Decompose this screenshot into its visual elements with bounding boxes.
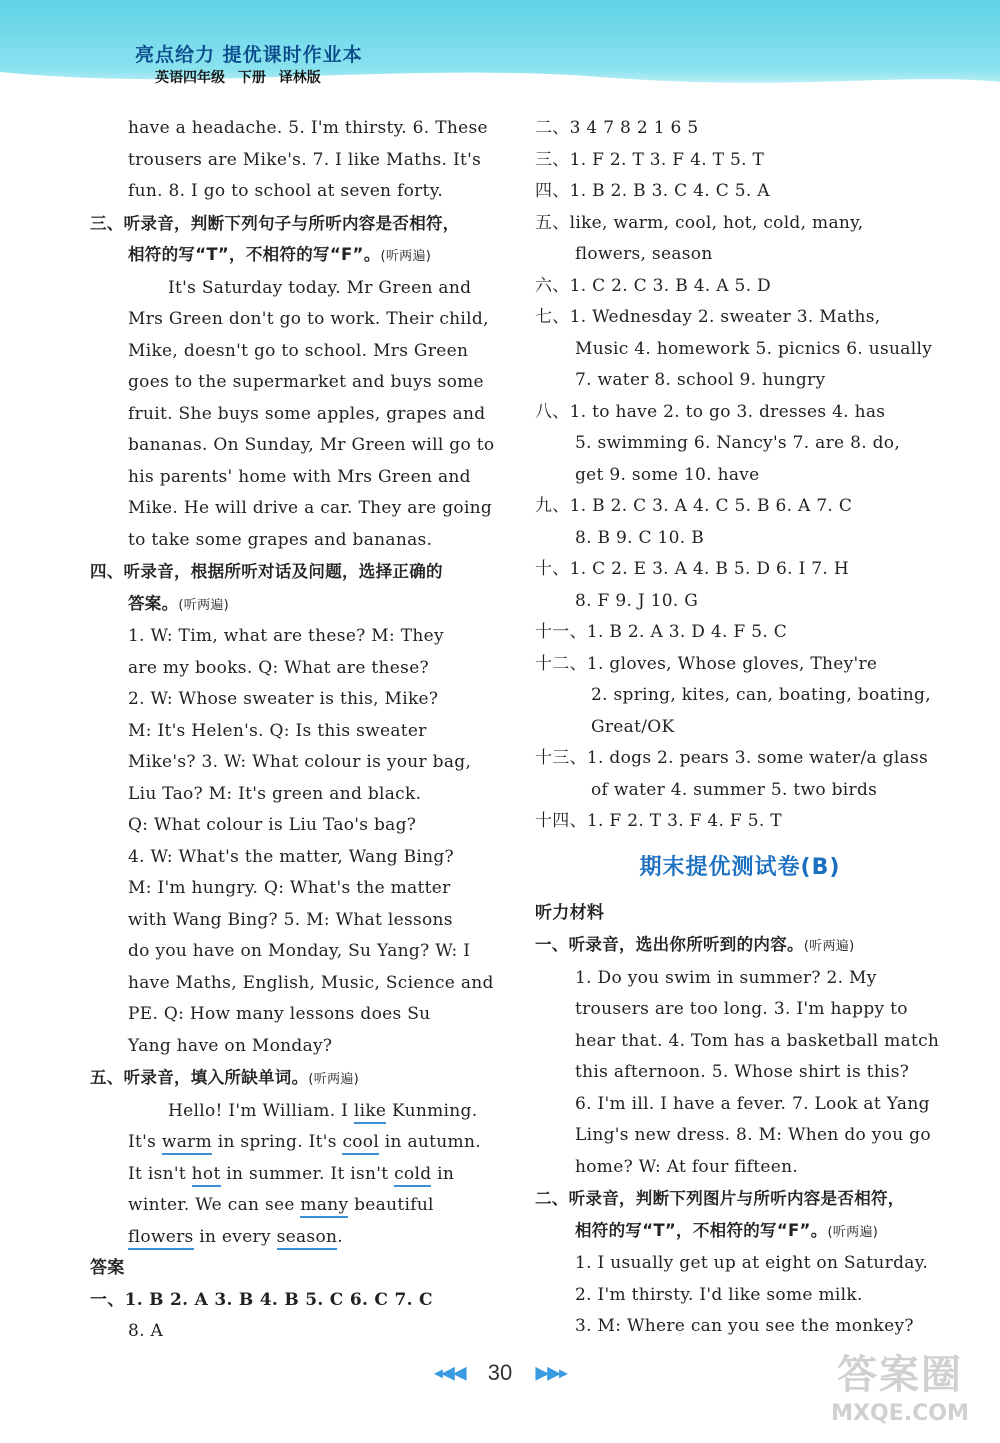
answer-line: 七、1. Wednesday 2. sweater 3. Maths, — [535, 307, 881, 327]
section-5-heading — [90, 1062, 500, 1096]
answer-line: 8. A — [128, 1321, 164, 1341]
book-subtitle: 英语四年级 下册 译林版 — [155, 70, 321, 86]
section-5-heading-text: 五、听录音，填入所缺单词。 — [90, 1068, 309, 1087]
dialogue-line: have Maths, English, Music, Science and — [128, 972, 494, 993]
passage-line: Mike, doesn't go to school. Mrs Green — [128, 340, 469, 361]
exam-section-1-heading — [535, 929, 945, 963]
section-3-heading-cont — [90, 239, 500, 273]
answer-line: flowers, season — [575, 244, 713, 264]
answer-line: 三、1. F 2. T 3. F 4. T 5. T — [535, 149, 765, 170]
blank-answer: cool — [342, 1132, 379, 1155]
text: in summer. It isn't — [220, 1163, 395, 1184]
text-line: trousers are Mike's. 7. I like Maths. It's — [128, 149, 482, 170]
blank-answer: season — [277, 1227, 338, 1250]
dialogue-line: do you have on Monday, Su Yang? W: I — [128, 941, 471, 961]
fill-blank-line — [90, 1222, 500, 1254]
watermark-logo — [810, 1350, 990, 1435]
right-arrows-icon: ▶▶▸ — [535, 1362, 567, 1384]
left-column — [90, 113, 500, 1348]
text: in spring. It's — [212, 1132, 343, 1152]
dialogue-line: 1. W: Tim, what are these? M: They — [128, 626, 444, 646]
left-arrows-icon: ◂◀◀ — [433, 1362, 465, 1384]
fill-blank-line — [90, 1159, 500, 1191]
answer-line: 十、1. C 2. E 3. A 4. B 5. D 6. I 7. H — [535, 559, 849, 579]
answer-line: 十三、1. dogs 2. pears 3. some water/a glass — [535, 748, 929, 768]
listen-twice-note: (听两遍) — [178, 597, 230, 613]
dialogue-line: M: It's Helen's. Q: Is this sweater — [128, 720, 427, 741]
passage-line: Mrs Green don't go to work. Their child, — [128, 309, 489, 329]
listen-twice-note: (听两遍) — [380, 249, 432, 264]
section-4-heading: 四、听录音，根据所听对话及问题，选择正确的 — [90, 562, 443, 581]
answer-line: 十二、1. gloves, Whose gloves, They're — [535, 653, 878, 674]
listening-line: home? W: At four fifteen. — [575, 1156, 799, 1177]
dialogue-line: Liu Tao? M: It's green and black. — [128, 783, 422, 804]
answer-line: 二、3 4 7 8 2 1 6 5 — [535, 118, 699, 138]
text: in — [431, 1163, 455, 1184]
watermark-url: MXQE.COM — [831, 1401, 969, 1426]
answer-line: 8. F 9. J 10. G — [575, 590, 699, 611]
watermark-text: 答案圈 — [837, 1352, 963, 1398]
passage-line: his parents' home with Mrs Green and — [128, 466, 471, 487]
page-number: 30 — [487, 1360, 513, 1385]
answer-line: 一、1. B 2. A 3. B 4. B 5. C 6. C 7. C — [90, 1289, 433, 1310]
text: beautiful — [348, 1195, 434, 1215]
text: . — [337, 1226, 343, 1247]
text: Hello! I'm William. I — [168, 1100, 354, 1121]
blank-answer: like — [354, 1101, 386, 1124]
dialogue-line: M: I'm hungry. Q: What's the matter — [128, 878, 451, 898]
answer-line: 八、1. to have 2. to go 3. dresses 4. has — [535, 401, 886, 422]
passage-line: to take some grapes and bananas. — [128, 529, 433, 550]
dialogue-line: Yang have on Monday? — [128, 1035, 333, 1056]
answer-line: 十一、1. B 2. A 3. D 4. F 5. C — [535, 622, 788, 642]
text: It's — [128, 1132, 162, 1152]
text: Kunming. — [386, 1100, 478, 1121]
exam-section-1-heading-text: 一、听录音，选出你所听到的内容。 — [535, 935, 804, 954]
answer-line: 四、1. B 2. B 3. C 4. C 5. A — [535, 181, 770, 201]
listening-line: hear that. 4. Tom has a basketball match — [575, 1030, 940, 1051]
dialogue-line: Mike's? 3. W: What colour is your bag, — [128, 752, 472, 772]
answer-line: 五、like, warm, cool, hot, cold, many, — [535, 212, 864, 233]
blank-answer: cold — [394, 1164, 431, 1187]
blank-answer: many — [300, 1195, 348, 1218]
dialogue-line: PE. Q: How many lessons does Su — [128, 1004, 431, 1024]
text-line: have a headache. 5. I'm thirsty. 6. These — [128, 118, 488, 138]
blank-answer: flowers — [128, 1227, 194, 1250]
text: winter. We can see — [128, 1195, 301, 1215]
text-line: fun. 8. I go to school at seven forty. — [128, 181, 444, 201]
answer-line: 8. B 9. C 10. B — [575, 527, 704, 548]
answer-line: 十四、1. F 2. T 3. F 4. F 5. T — [535, 811, 782, 831]
listening-line: trousers are too long. 3. I'm happy to — [575, 999, 908, 1019]
fill-blank-line — [90, 1190, 500, 1222]
exam-title: 期末提优测试卷(B) — [639, 854, 841, 880]
listening-material-label: 听力材料 — [535, 902, 605, 923]
text: in autumn. — [379, 1132, 481, 1152]
passage-line: Mike. He will drive a car. They are going — [128, 498, 493, 518]
answers-label: 答案 — [90, 1258, 125, 1278]
exam-section-2-heading-cont — [535, 1215, 945, 1249]
answer-line: 九、1. B 2. C 3. A 4. C 5. B 6. A 7. C — [535, 496, 853, 516]
book-title: 亮点给力 提优课时作业本 — [135, 44, 363, 66]
answer-line: 2. spring, kites, can, boating, boating, — [591, 685, 931, 705]
exam-section-2-heading: 二、听录音，判断下列图片与所听内容是否相符， — [535, 1189, 905, 1208]
listening-line: 1. Do you swim in summer? 2. My — [575, 967, 877, 988]
dialogue-line: 4. W: What's the matter, Wang Bing? — [128, 846, 454, 867]
answer-line: 5. swimming 6. Nancy's 7. are 8. do, — [575, 433, 901, 453]
listening-line: 6. I'm ill. I have a fever. 7. Look at Yang — [575, 1093, 930, 1114]
passage-line: fruit. She buys some apples, grapes and — [128, 403, 486, 424]
passage-line: It's Saturday today. Mr Green and — [168, 277, 472, 298]
section-3-heading-text: 相符的写“T”，不相符的写“F”。 — [128, 245, 381, 264]
answer-line: get 9. some 10. have — [575, 464, 760, 485]
answer-line: of water 4. summer 5. two birds — [591, 779, 878, 800]
listening-line: this afternoon. 5. Whose shirt is this? — [575, 1062, 910, 1082]
section-4-heading-cont — [90, 588, 500, 622]
answer-line: Music 4. homework 5. picnics 6. usually — [575, 338, 933, 359]
listening-line: Ling's new dress. 8. M: When do you go — [575, 1125, 931, 1145]
header-wave-decoration — [0, 62, 1000, 102]
dialogue-line: Q: What colour is Liu Tao's bag? — [128, 815, 417, 835]
listen-twice-note: (听两遍) — [827, 1224, 879, 1240]
header-banner — [0, 0, 1000, 100]
fill-blank-line — [90, 1096, 500, 1128]
listen-twice-note: (听两遍) — [308, 1072, 360, 1087]
answer-line: 六、1. C 2. C 3. B 4. A 5. D — [535, 275, 771, 296]
passage-line: goes to the supermarket and buys some — [128, 372, 484, 392]
blank-answer: hot — [192, 1164, 221, 1187]
answer-line: Great/OK — [591, 716, 675, 737]
answer-line: 7. water 8. school 9. hungry — [575, 370, 826, 390]
section-4-heading-text: 答案。 — [128, 593, 179, 613]
dialogue-line: are my books. Q: What are these? — [128, 657, 429, 678]
blank-answer: warm — [162, 1132, 212, 1155]
text: It isn't — [128, 1163, 192, 1184]
right-column — [535, 113, 945, 1343]
section-3-heading: 三、听录音，判断下列句子与所听内容是否相符， — [90, 213, 460, 233]
passage-line: bananas. On Sunday, Mr Green will go to — [128, 435, 495, 455]
dialogue-line: 2. W: Whose sweater is this, Mike? — [128, 689, 439, 709]
text: in every — [193, 1226, 277, 1247]
listening-line: 3. M: Where can you see the monkey? — [575, 1316, 914, 1336]
dialogue-line: with Wang Bing? 5. M: What lessons — [128, 909, 453, 930]
listening-line: 1. I usually get up at eight on Saturday. — [575, 1253, 929, 1273]
exam-section-2-heading-text: 相符的写“T”，不相符的写“F”。 — [575, 1220, 828, 1240]
listening-line: 2. I'm thirsty. I'd like some milk. — [575, 1284, 863, 1305]
fill-blank-line — [90, 1127, 500, 1159]
listen-twice-note: (听两遍) — [803, 939, 855, 954]
